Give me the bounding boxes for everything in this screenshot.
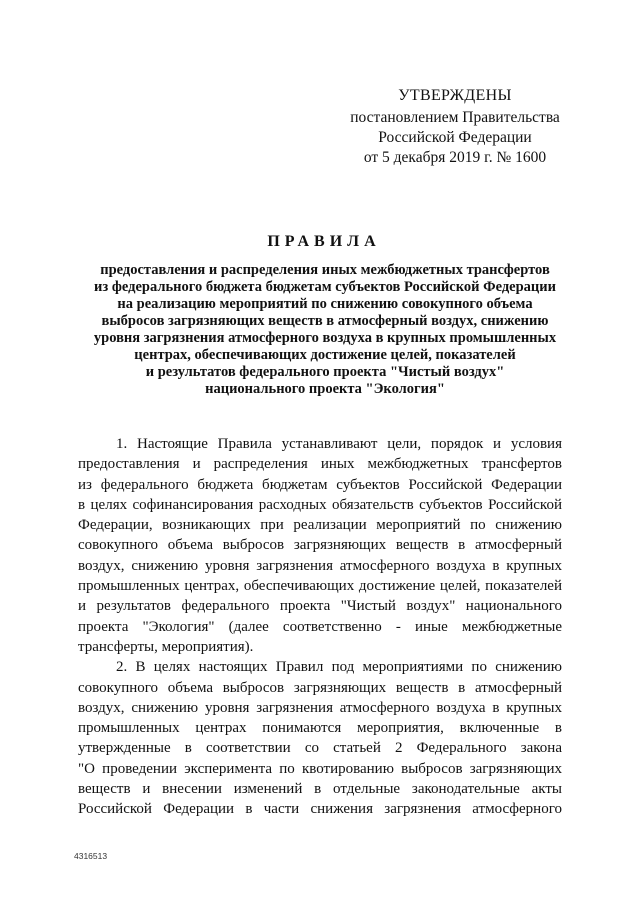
paragraph-1 [78, 434, 562, 657]
subtitle-line: и результатов федерального проекта "Чистый воздух" [145, 364, 505, 380]
document-number: 4316513 [74, 851, 108, 861]
document-body [78, 434, 562, 820]
body-line: утвержденные в соответствии со статьей 2 Федерального закона [78, 740, 562, 757]
body-line: 1. Настоящие Правила устанавливают цели, порядок и условия [116, 436, 562, 452]
body-line: 2. В целях настоящих Правил под мероприятиями по снижению [116, 659, 562, 676]
subtitle-line: из федерального бюджета бюджетам субъектов Российской Федерации [94, 279, 556, 295]
body-line: Российской Федерации в части снижения загрязнения атмосферного [78, 801, 562, 818]
document-title: ПРАВИЛА [267, 233, 381, 250]
body-line: из федерального бюджета бюджетам субъектов Российской Федерации [78, 476, 562, 493]
document-subtitle [60, 262, 590, 398]
body-line: в целях софинансирования расходных обязательств субъектов Российской [78, 496, 562, 513]
approval-line: постановлением Правительства [350, 109, 560, 126]
body-line: воздух, снижению уровня загрязнения атмосферного воздуха в крупных [78, 699, 562, 716]
subtitle-line: предоставления и распределения иных межбюджетных трансфертов [100, 262, 550, 278]
subtitle-line: уровня загрязнения атмосферного воздуха в крупных промышленных [93, 330, 557, 346]
subtitle-line: на реализацию мероприятий по снижению совокупного объема [117, 296, 533, 312]
subtitle-line: выбросов загрязняющих веществ в атмосферный воздух, снижению [101, 313, 549, 329]
body-line: проекта "Экология" (далее соответственно - иные межбюджетные [78, 618, 562, 635]
body-line: веществ и внесении изменений в отдельные законодательные акты [78, 781, 562, 798]
body-line: совокупного объема выбросов загрязняющих веществ в атмосферный [78, 537, 562, 554]
body-line: и результатов федерального проекта "Чистый воздух" национального [78, 598, 562, 615]
body-line: "О проведении эксперимента по квотированию выбросов загрязняющих [78, 760, 562, 777]
approval-heading: УТВЕРЖДЕНЫ [398, 87, 512, 104]
body-line: трансферты, мероприятия). [78, 638, 254, 655]
body-line: промышленных центрах, обеспечивающих достижение целей, показателей [78, 578, 562, 595]
approval-block [320, 86, 590, 168]
approval-line: Российской Федерации [378, 129, 532, 146]
subtitle-line: национального проекта "Экология" [205, 381, 445, 397]
body-line: совокупного объема выбросов загрязняющих веществ в атмосферный [78, 679, 562, 696]
subtitle-line: центрах, обеспечивающих достижение целей, показателей [134, 347, 516, 363]
body-line: промышленных центрах понимаются мероприятия, включенные в [78, 720, 562, 737]
paragraph-2 [78, 657, 562, 819]
body-line: предоставления и распределения иных межбюджетных трансфертов [78, 456, 562, 473]
body-line: воздух, снижению уровня загрязнения атмосферного воздуха в крупных [78, 557, 562, 574]
body-line: Федерации, возникающих при реализации мероприятий по снижению [78, 517, 562, 534]
approval-line: от 5 декабря 2019 г. № 1600 [363, 149, 547, 166]
